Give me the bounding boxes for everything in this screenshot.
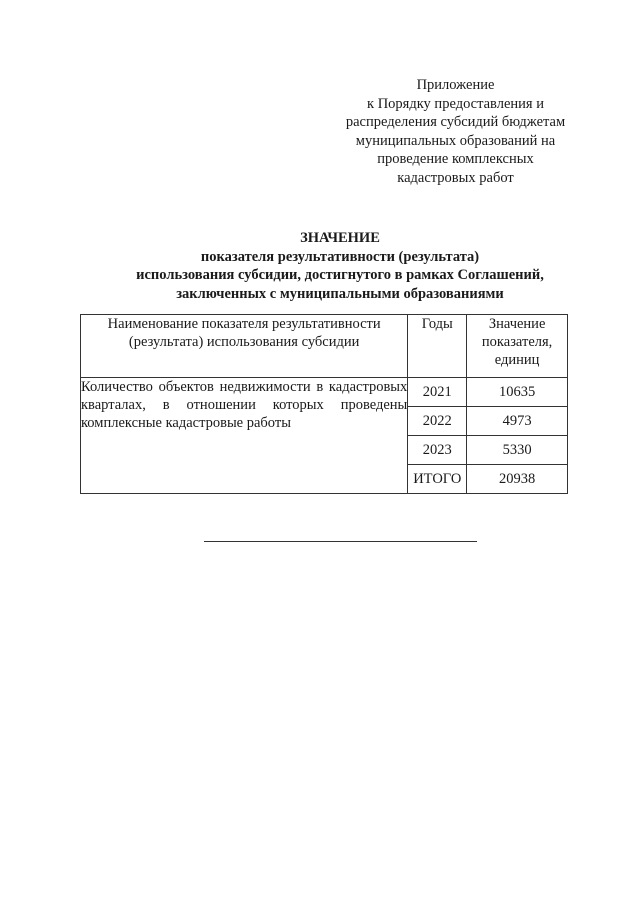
appendix-line: Приложение <box>416 77 495 93</box>
appendix-line: кадастровых работ <box>397 169 514 186</box>
year-cell: 2021 <box>408 378 467 407</box>
value-cell: 5330 <box>467 436 568 465</box>
year-cell: 2023 <box>408 436 467 465</box>
header-indicator-name: Наименование показателя результативности (результата) использования субсидии <box>81 315 408 378</box>
title-line: заключенных с муниципальными образованиями <box>176 285 504 302</box>
appendix-line: муниципальных образований на <box>355 132 556 149</box>
title-line: показателя результативности (результата) <box>200 248 480 265</box>
title-line: использования субсидии, достигнутого в рамках Соглашений, <box>136 267 544 283</box>
closing-divider <box>204 541 477 542</box>
appendix-line: к Порядку предоставления и <box>367 95 544 112</box>
header-years: Годы <box>408 315 467 378</box>
table-header-row <box>81 315 568 378</box>
appendix-line: распределения субсидий бюджетам <box>345 114 566 130</box>
indicator-table <box>80 314 568 494</box>
year-cell: 2022 <box>408 407 467 436</box>
total-value-cell: 20938 <box>467 465 568 494</box>
total-label-cell: ИТОГО <box>408 465 467 494</box>
indicator-name-cell: Количество объектов недвижимости в кадастровых кварталах, в отношении которых проведены комплексные кадастровые работы <box>81 378 408 494</box>
document-title <box>60 229 620 303</box>
title-heading: ЗНАЧЕНИЕ <box>300 230 380 246</box>
table-row <box>81 378 568 407</box>
header-value: Значение показателя, единиц <box>467 315 568 378</box>
appendix-note <box>318 76 593 187</box>
value-cell: 10635 <box>467 378 568 407</box>
appendix-line: проведение комплексных <box>377 151 534 167</box>
value-cell: 4973 <box>467 407 568 436</box>
